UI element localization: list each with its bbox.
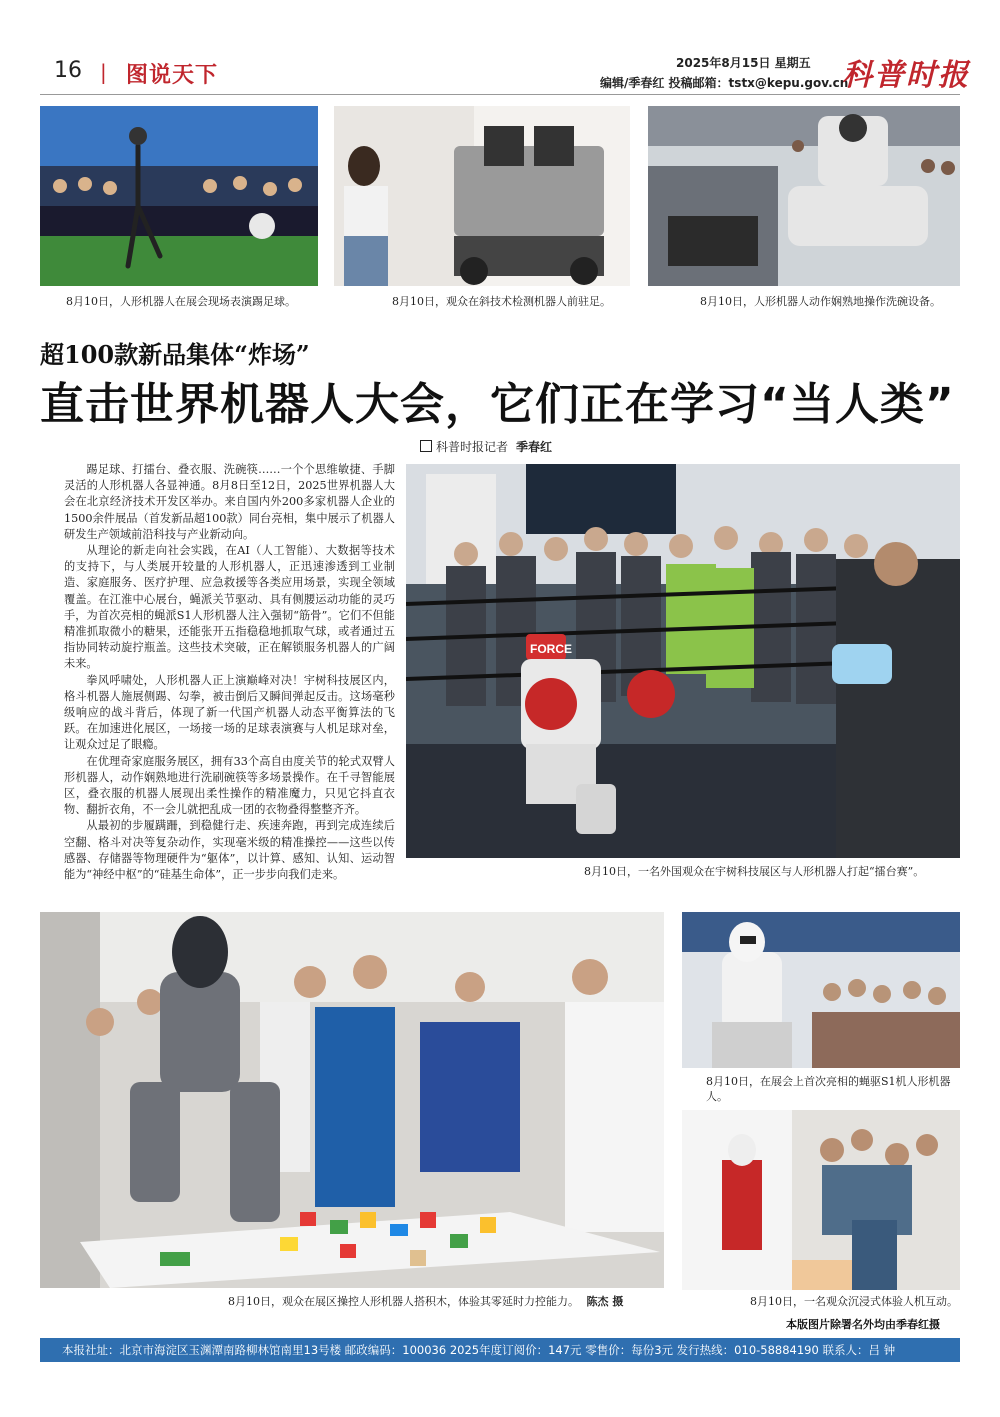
editor-line: 编辑/季春红 投稿邮箱：tstx@kepu.gov.cn [600,76,849,90]
header-separator: | [100,60,107,84]
robot-sign-text: FORCE [530,642,572,656]
photo-block-building [40,912,664,1288]
article-paragraph: 从理论的新走向社会实践，在AI（人工智能）、大数据等技术的支持下，与人类展开较量的人形机器人，正迅速渗透到工业制造、家庭服务、医疗护理、应急救援等各类应用场景，实现全领域覆盖。在江淮中心展台，蝇派关节驱动、具有侧腰运动功能的灵巧手，为首次亮相的蝇派S1人形机器人注入强韧“筋骨”。它们不但能精准抓取微小的糖果，还能张开五指稳稳地抓取气球，或者通过五指协同转动旋拧瓶盖。这些技术突破，正在解锁服务机器人的广阔未来。 [64,544,395,671]
byline-prefix: 科普时报记者 [436,440,509,454]
photo-dishwashing-robot [648,106,960,286]
article-paragraph: 在优理奇家庭服务展区，拥有33个高自由度关节的轮式双臂人形机器人，动作娴熟地进行洗刷碗筷等多场景操作。在千寻智能展区，叠衣服的机器人展现出柔性操作的精准魔力，只见它抖直衣物、翻折衣角，不一会儿就把乱成一团的衣物叠得整整齐齐。 [64,754,395,817]
masthead-logo: 科普时报 [842,58,970,93]
article-paragraph: 拳风呼啸处，人形机器人正上演巅峰对决！宇树科技展区内，格斗机器人施展侧踢、勾拳，被击倒后又瞬间弹起反击。这场毫秒级响应的战斗背后，体现了新一代国产机器人动态平衡算法的飞跃。在加速进化展区，一场接一场的足球表演赛与人机足球对垒，让观众过足了眼瘾。 [64,673,395,752]
header-divider [40,94,960,95]
byline-box-icon [420,440,432,452]
caption-inspection: 8月10日，观众在斜技术检测机器人前驻足。 [392,295,611,308]
article-paragraph: 踢足球、打擂台、叠衣服、洗碗筷……一个个思维敏捷、手脚灵活的人形机器人各显神通。8月8日至12日，2025世界机器人大会在北京经济技术开发区举办。来自国内外200多家机器人企业的1500余件展品（首发新品超100款）同台亮相，集中展示了机器人研发生产领域前沿科技与产业新动向。 [64,463,395,541]
byline-name: 季春红 [516,440,553,454]
photo-robot-soccer [40,106,318,286]
caption-soccer: 8月10日，人形机器人在展会现场表演踢足球。 [66,295,296,308]
article-paragraph: 从最初的步履蹒跚，到稳健行走、疾速奔跑，再到完成连续后空翻、格斗对决等复杂动作，实现毫米级的精准操控——这些以传感器、存储器等物理硬件为“躯体”，以计算、感知、认知、运动智能为“神经中枢”的“硅基生命体”，正一步步向我们走来。 [64,819,395,882]
caption-immersive: 8月10日，一名观众沉浸式体验人机互动。 [750,1295,958,1308]
caption-boxing: 8月10日，一名外国观众在宇树科技展区与人形机器人打起“擂台赛”。 [584,865,925,878]
caption-dishwashing: 8月10日，人形机器人动作娴熟地操作洗碗设备。 [700,295,941,308]
footer-bar: 本报社址：北京市海淀区玉渊潭南路柳林馆南里13号楼 邮政编码：100036 2025年度订阅价：147元 零售价：每份3元 发行热线：010-58884190 联系人：吕 钟 [40,1338,960,1362]
photo-robot-inspection [334,106,630,286]
article-body [64,462,395,883]
photo-author: 陈杰 摄 [586,1295,624,1308]
caption-block-text: 8月10日，观众在展区操控人形机器人搭积木，体验其零延时力控能力。 [228,1295,579,1308]
section-title: 图说天下 [126,63,219,88]
byline [420,438,552,455]
page-number: 16 [54,58,82,83]
photo-immersive-interaction [682,1110,960,1290]
photo-credit: 本版图片除署名外均由季春红摄 [786,1318,940,1331]
main-headline: 直击世界机器人大会，它们正在学习“当人类” [40,379,955,430]
photo-s1-robot [682,912,960,1068]
kicker-headline: 超100款新品集体“炸场” [40,340,310,369]
issue-date: 2025年8月15日 星期五 [676,56,811,70]
caption-block-building [228,1294,623,1309]
caption-s1-robot: 8月10日，在展会上首次亮相的蝇驱S1机人形机器人。 [706,1075,951,1103]
photo-boxing-robot [406,464,960,858]
